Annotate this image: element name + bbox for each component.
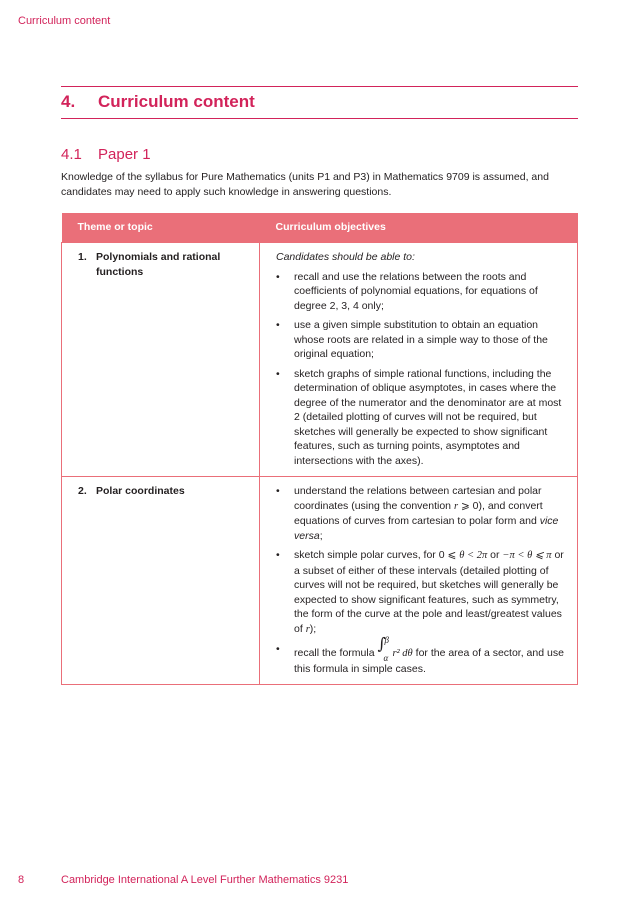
- chapter-rule-top: [61, 86, 578, 87]
- topic-number: 1.: [78, 251, 87, 263]
- bullet-icon: •: [276, 549, 280, 561]
- topic-cell: [62, 477, 260, 685]
- text-run: or: [487, 549, 503, 561]
- topic-number: 2.: [78, 485, 87, 497]
- objective-text: use a given simple substitution to obtain an equation whose roots are related in a simple way to those of the original equation;: [294, 319, 548, 360]
- list-item: [276, 634, 567, 676]
- bullet-icon: •: [276, 367, 280, 380]
- topic: [78, 250, 249, 279]
- text-run: recall the formula: [294, 647, 378, 659]
- bullet-icon: •: [276, 319, 280, 331]
- integral-sign: ∫: [377, 634, 386, 653]
- math-expression: θ < 2π: [459, 550, 488, 561]
- integral-upper-limit: β: [384, 635, 389, 645]
- text-run: for the area of a sector, and use this formula in simple cases.: [294, 647, 564, 675]
- objective-text: [294, 549, 564, 635]
- section-title-text: Paper 1: [98, 146, 151, 163]
- list-item: [276, 367, 567, 469]
- integral-symbol: [377, 634, 392, 663]
- section-title: [61, 146, 151, 163]
- curriculum-table: [61, 213, 578, 685]
- text-run: );: [309, 622, 317, 635]
- column-header-objectives: Curriculum objectives: [260, 213, 578, 243]
- objectives-list: [276, 270, 567, 469]
- table-row: [62, 477, 578, 685]
- table-header-row: [62, 213, 578, 243]
- intro-paragraph: Knowledge of the syllabus for Pure Mathematics (units P1 and P3) in Mathematics 9709 is assumed, and candidates may need to apply such knowledge in answering questions.: [61, 171, 549, 198]
- objective-text: sketch graphs of simple rational functions, including the determination of oblique asymptotes, in cases where the degree of the numerator and the denominator are at most 2 (detailed plotting of curves will not be required, but sketches will generally be expected to show significant features, such as turning points, asymptotes and intersections with the axes).: [294, 367, 562, 467]
- chapter-title: [61, 92, 255, 112]
- bullet-icon: •: [276, 485, 280, 497]
- topic: [78, 484, 249, 499]
- chapter-title-text: Curriculum content: [98, 92, 255, 111]
- integrand: r² dθ: [392, 648, 413, 659]
- section-number: 4.1: [61, 146, 82, 163]
- integral-lower-limit: α: [383, 653, 389, 663]
- objective-text: [294, 634, 564, 675]
- list-item: [276, 270, 567, 314]
- list-item: [276, 484, 567, 543]
- objectives-list: [276, 484, 567, 676]
- column-header-topic: Theme or topic: [62, 213, 260, 243]
- math-variable: r: [305, 623, 310, 635]
- text-run: ;: [319, 529, 323, 542]
- text-run: sketch simple polar curves, for 0 ⩽: [294, 549, 460, 561]
- emphasis-text: vice versa: [294, 515, 559, 542]
- topic-cell: [62, 243, 260, 477]
- chapter-rule-bottom: [61, 118, 578, 119]
- list-item: [276, 318, 567, 362]
- objective-text: [294, 485, 558, 542]
- bullet-icon: •: [276, 643, 280, 655]
- running-head: Curriculum content: [18, 15, 111, 27]
- objective-text: recall and use the relations between the roots and coefficients of polynomial equations, for equations of degree 2, 3, 4 only;: [294, 270, 538, 312]
- page-number: 8: [18, 874, 25, 886]
- text-run: or a subset of either of these intervals (detailed plotting of curves will not be required, but sketches will generally be expected to show significant features, such as symmetry, the form of the curve at the pole and least/greatest values of: [294, 549, 564, 635]
- math-expression: −π < θ ⩽ π: [502, 550, 552, 561]
- chapter-number: 4.: [61, 92, 76, 111]
- math-variable: r: [453, 500, 459, 512]
- bullet-icon: •: [276, 270, 280, 283]
- objectives-lead: Candidates should be able to:: [276, 251, 415, 263]
- text-run: ⩾ 0), and convert equations of curves from cartesian to polar form and: [294, 499, 543, 527]
- footer-title: Cambridge International A Level Further Mathematics 9231: [61, 874, 349, 886]
- table-row: [62, 243, 578, 477]
- topic-name: Polynomials and rational functions: [96, 251, 221, 278]
- list-item: [276, 548, 567, 637]
- topic-name: Polar coordinates: [96, 485, 185, 497]
- objectives-cell: [260, 243, 578, 477]
- text-run: understand the relations between cartesian and polar coordinates (using the convention: [294, 485, 542, 512]
- objectives-cell: [260, 477, 578, 685]
